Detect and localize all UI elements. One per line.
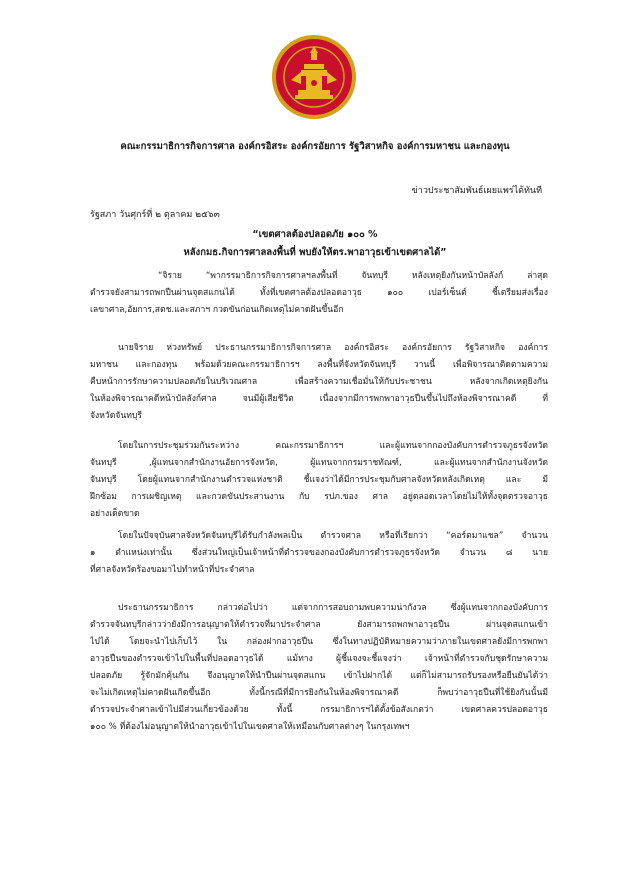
paragraph-line: จะไม่เกิดเหตุไม่คาดฝันเกิดขึ้นอีก ทั้งนี้กรณีที่มีการยิงกันในห้องพิจารณาคดี ก็พบว่าอาวุธปืนที่ใช้ยิงกันนั้นมี — [90, 688, 548, 698]
parliament-emblem — [271, 34, 357, 120]
paragraph-3 — [90, 438, 548, 523]
paragraph-2 — [90, 340, 548, 425]
paragraph-line: ปลอดภัย รู้จักมักคุ้นกัน จึงอนุญาตให้นำปืนผ่านจุดสแกน เข้าไปฝากได้ แต่ก็ไม่สามารถรับรองหรือยืนยันได้ว่า — [90, 671, 548, 681]
paragraph-line: จังหวัดจันทบุรี — [90, 411, 142, 421]
press-release-label: ข่าวประชาสัมพันธ์เผยแพร่ได้ทันที — [411, 186, 542, 196]
headline-line-2: หลังกมธ.กิจการศาลลงพื้นที่ พบยังให้ตร.พาอาวุธเข้าเขตศาลได้” — [183, 247, 447, 258]
paragraph-1 — [90, 268, 548, 319]
paragraph-line: จันทบุรี ,ผู้แทนจากสำนักงานอัยการจังหวัด, ผู้แทนจากกรมราชทัณฑ์, และผู้แทนจากสำนักงานจังหวัด — [90, 458, 548, 468]
paragraph-line: โดยในปัจจุบันศาลจังหวัดจันทบุรีได้รับกำลังพลเป็น ตำรวจศาล หรือที่เรียกว่า “คอร์ตมาแชล” จำนวน — [118, 531, 548, 541]
paragraph-line: ๑ ตำแหน่งเท่านั้น ซึ่งส่วนใหญ่เป็นเจ้าหน้าที่ตำรวจของกองบังคับการตำรวจภูธรจังหวัด จำนวน ๘ นาย — [90, 548, 548, 558]
paragraph-line: อาวุธปืนของตำรวจเข้าไปในพื้นที่ปลอดอาวุธได้ แม้ทาง ผู้ชี้แจงจะชี้แจงว่า เจ้าหน้าที่ตำรวจกับชุดรักษาความ — [90, 654, 548, 664]
paragraph-line: ในห้องพิจารณาคดีหน้าบัลลังก์ศาล จนมีผู้เสียชีวิต เนื่องจากมีการพกพาอาวุธปืนขึ้นไปถึงห้องพิจารณาคดี ที่ — [90, 394, 548, 404]
paragraph-line: ฝึกซ้อม การเผชิญเหตุ และกวดขันประสานงาน กับ รปภ.ของ ศาล อยู่ตลอดเวลาโดยไม่ให้ทั้งจุดตรวจอาวุธ — [90, 492, 548, 502]
paragraph-line: เลขาศาล,อัยการ,สตช.และสภาฯ กวดขันก่อนเกิดเหตุไม่คาดฝันขึ้นอีก — [90, 305, 344, 315]
paragraph-line: ที่ศาลจังหวัดร้องขอมาไปทำหน้าที่ประจำศาล — [90, 565, 255, 575]
paragraph-line: “จิราย “พากรรมาธิการกิจการศาลฯลงพื้นที่ จันทบุรี หลังเหตุยิงกันหน้าบัลลังก์ ล่าสุด — [158, 271, 548, 281]
paragraph-line: ตำรวจจันทบุรีกล่าวว่ายังมีการอนุญาตให้ตำรวจที่มาประจำศาล ยังสามารถพกพาอาวุธปืน ผ่านจุดสแกนเข้า — [90, 620, 548, 630]
paragraph-line: มหาชน และกองทุน พร้อมด้วยคณะกรรมาธิการฯ ลงพื้นที่จังหวัดจันทบุรี วานนี้ เพื่อพิจารณาติดตามความ — [90, 360, 548, 370]
paragraph-5 — [90, 600, 548, 736]
paragraph-line: ๑๐๐ % ที่ต้องไม่อนุญาตให้นำอาวุธเข้าไปในเขตศาลให้เหมือนกับศาลต่างๆ ในกรุงเทพฯ — [90, 722, 410, 732]
paragraph-line: ตำรวจยังสามารถพกปืนผ่านจุดสแกนได้ ทั้งที่เขตศาลต้องปลอดอาวุธ ๑๐๐ เปอร์เซ็นต์ ชี้เตรียมส่งเรื่อง — [90, 288, 548, 298]
dateline: รัฐสภา วันศุกร์ที่ ๒ ตุลาคม ๒๕๖๓ — [90, 210, 220, 220]
paragraph-line: โดยในการประชุมร่วมกันระหว่าง คณะกรรมาธิการฯ และผู้แทนจากกองบังคับการตำรวจภูธรจังหวัด — [118, 441, 548, 451]
paragraph-line: ไปได้ โดยจะนำไปเก็บไว้ ใน กล่องฝากอาวุธปืน ซึ่งในทางปฏิบัติหมายความว่าภายในเขตศาลยังมีการพกพา — [90, 637, 548, 647]
paragraph-line: ตำรวจประจำศาลเข้าไปมีส่วนเกี่ยวข้องด้วย ทั้งนี้ กรรมาธิการฯได้ตั้งข้อสังเกตว่า เขตศาลควรปลอดอาวุธ — [90, 705, 548, 715]
paragraph-line: คืบหน้าการรักษาความปลอดภัยในบริเวณศาล เพื่อสร้างความเชื่อมั่นให้กับประชาชน หลังจากเกิดเหตุยิงกัน — [90, 377, 548, 387]
paragraph-line: นายจิราย ห่วงทรัพย์ ประธานกรรมาธิการกิจการศาล องค์กรอิสระ องค์กรอัยการ รัฐวิสาหกิจ องค์การ — [118, 343, 548, 353]
committee-name: คณะกรรมาธิการกิจการศาล องค์กรอิสระ องค์กรอัยการ รัฐวิสาหกิจ องค์การมหาชน และกองทุน — [120, 141, 510, 152]
paragraph-line: จันทบุรี โดยผู้แทนจากสำนักงานตำรวจแห่งชาติ ชี้แจงว่าได้มีการประชุมกับศาลจังหวัดหลังเกิดเหตุ และ มี — [90, 475, 548, 485]
paragraph-line: ประธานกรรมาธิการ กล่าวต่อไปว่า แต่จากการสอบถามพบความน่ากังวล ซึ่งผู้แทนจากกองบังคับการ — [118, 603, 548, 613]
headline-line-1: “เขตศาลต้องปลอดภัย ๑๐๐ % — [252, 229, 378, 240]
paragraph-line: อย่างเด็ดขาด — [90, 509, 140, 519]
paragraph-4 — [90, 528, 548, 579]
